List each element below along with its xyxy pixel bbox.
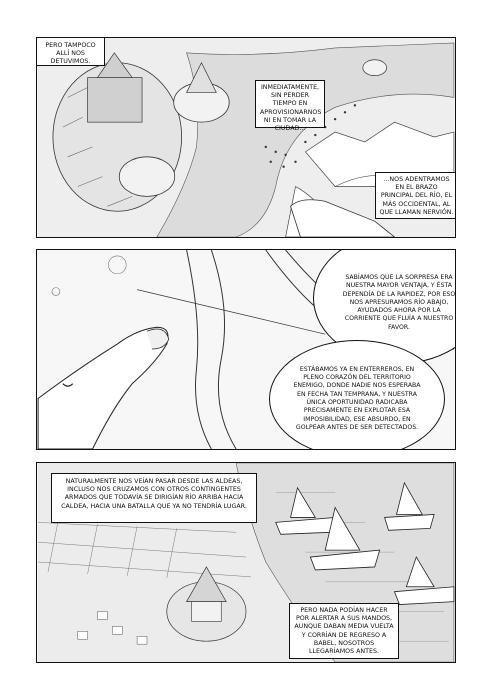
caption-5: PERO NADA PODÍAN HACER POR ALERTAR A SUS MANDOS, AUNQUE DABAN MEDIA VUELTA Y CORRÍAN DE REGRESO A BABEL, NOSOTROS LLEGARÍAMOS ANTES. [289,603,399,659]
panel-fleet-river [36,462,456,663]
panel-map-finger [36,249,456,450]
caption-1: PERO TAMPOCO ALLÍ NOS DETUVIMOS. [37,38,105,66]
caption-2: INMEDIATAMENTE, SIN PERDER TIEMPO EN APROVISIONARNOS NI EN TOMAR LA CIUDAD... [255,80,325,128]
caption-3: ...NOS ADENTRAMOS EN EL BRAZO PRINCIPAL DEL RÍO, EL MÁS OCCIDENTAL, AL QUE LLAMAN NERVIÓN. [375,172,456,219]
caption-4: NATURALMENTE NOS VEÍAN PASAR DESDE LAS ALDEAS, INCLUSO NOS CRUZAMOS CON OTROS CONTINGENTES ARMADOS QUE TODAVÍA SE DIRIGÍAN RÍO ARRIBA HACIA CALDEA, HACIA UNA BATALLA QUE YA NO TENDRÍA LUGAR. [51,473,257,523]
narration-bubble-1: SABÍAMOS QUE LA SORPRESA ERA NUESTRA MAYOR VENTAJA, Y ÉSTA DEPENDÍA DE LA RAPIDEZ, POR ESO NOS APRESURAMOS RÍO ABAJO, AYUDADOS AHORA POR LA CORRIENTE QUE FLUÍA A NUESTRO FAVOR. [313,249,456,364]
panel-city-river [36,37,456,238]
narration-bubble-2: ESTÁBAMOS YA EN ENTERREROS, EN PLENO CORAZÓN DEL TERRITORIO ENEMIGO, DONDE NADIE NOS ESPERABA EN FECHA TAN TEMPRANA, Y NUESTRA ÚNICA OPORTUNIDAD RADICABA PRECISAMENTE EN EXPLOTAR ESA IMPOSIBILIDAD, ESE ABSURDO, EN GOLPEAR ANTES DE SER DETECTADOS. [269,340,445,450]
